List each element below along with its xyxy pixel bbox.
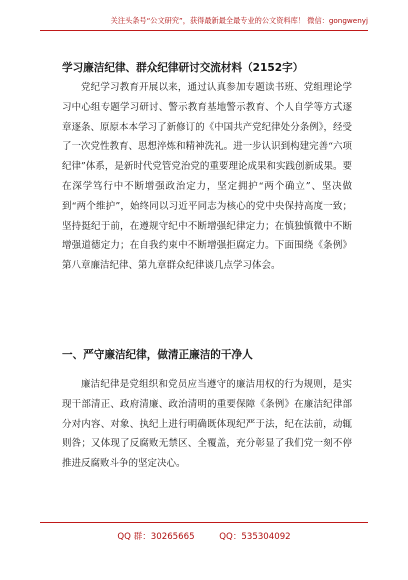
footer-divider: [40, 522, 368, 523]
header-divider: [40, 30, 368, 31]
intro-paragraph: 党纪学习教育开展以来，通过认真参加专题读书班、党组理论学习中心组专题学习研讨、警示教育基地警示教育、个人自学等方式逐章逐条、原原本本学习了新修订的《中国共产党纪律处分条例》，经受了一次党性教育、思想淬炼和精神洗礼。进一步认识到构建完善“六项纪律”体系，是新时代党管党治党的重要理论成果和实践创新成果。要在深学笃行中不断增强政治定力，坚定拥护“两个确立”、坚决做到“两个维护”，始终同以习近平同志为核心的党中央保持高度一致；坚持挺纪于前，在遵规守纪中不断增强纪律定力；在慎独慎微中不断增强道德定力；在自我约束中不断增强拒腐定力。下面围绕《条例》第八章廉洁纪律、第九章群众纪律谈几点学习体会。: [62, 82, 352, 272]
footer-contact: [0, 530, 408, 542]
section-paragraph: 廉洁纪律是党组织和党员应当遵守的廉洁用权的行为规则，是实现干部清正、政府清廉、政治清明的重要保障《条例》在廉洁纪律部分对内容、对象、执纪上进行明确既体现纪严于法，纪在法前，动辄则咎；又体现了反腐败无禁区、全覆盖，充分彰显了我们党一刻不停推进反腐败斗争的坚定决心。: [62, 379, 352, 470]
document-title: 学习廉洁纪律、群众纪律研讨交流材料（2152字）: [62, 62, 304, 74]
footer-qq-group: QQ 群：30265665: [117, 532, 195, 542]
footer-qq: QQ：535304092: [219, 532, 291, 542]
section-heading: 一、严守廉洁纪律，做清正廉洁的干净人: [62, 349, 253, 361]
header-notice: 关注头条号“公文研究”，获得最新最全最专业的公文资料库！ 微信：gongwenyj: [110, 16, 368, 25]
